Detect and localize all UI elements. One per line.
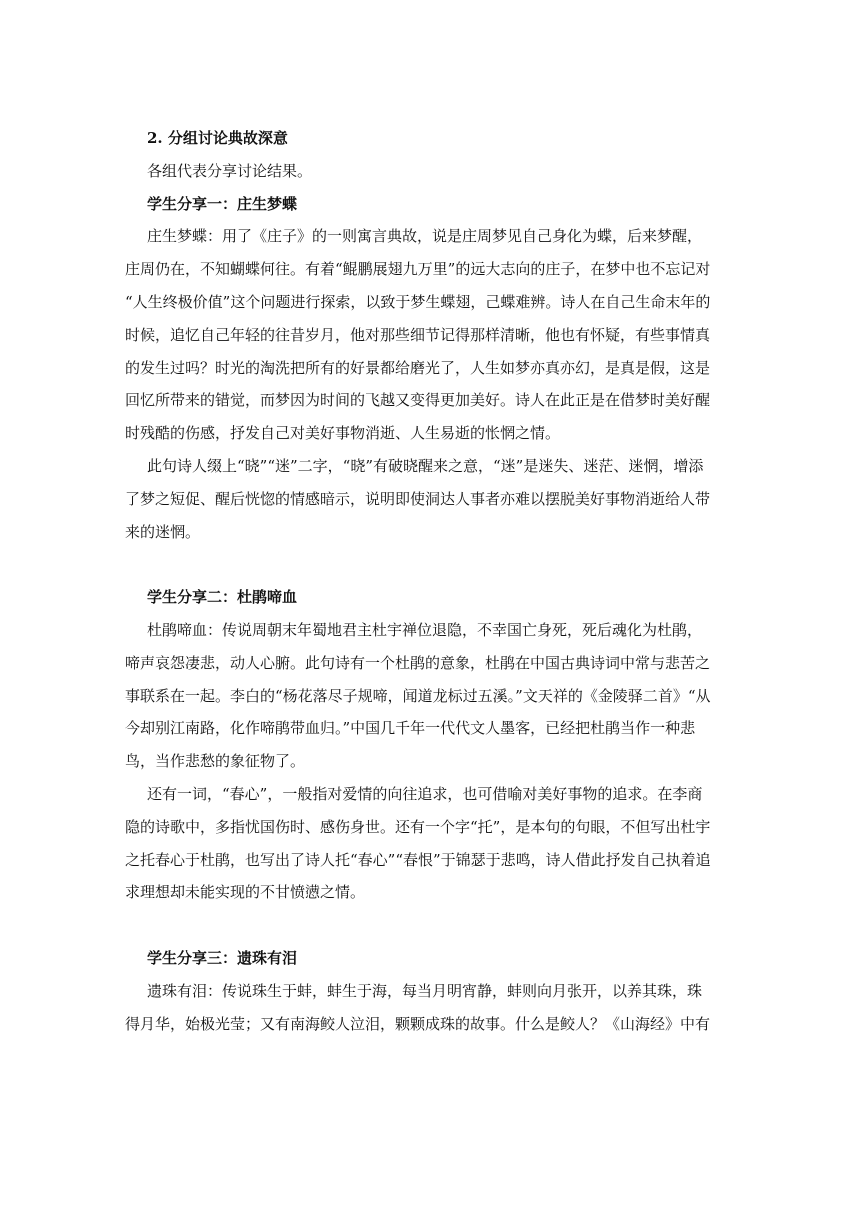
text-line: 今却别江南路，化作啼鹃带血归。”中国几千年一代代文人墨客，已经把杜鹃当作一种悲 <box>125 719 696 738</box>
text-line: 啼声哀怨凄悲，动人心腑。此句诗有一个杜鹃的意象，杜鹃在中国古典诗词中常与悲苦之 <box>125 653 711 672</box>
text-line: 还有一词，“春心”，一般指对爱情的向往追求，也可借喻对美好事物的追求。在李商 <box>147 784 703 803</box>
text-line: 时残酷的伤感，抒发自己对美好事物消逝、人生易逝的怅惘之情。 <box>125 424 561 443</box>
text-line: 回忆所带来的错觉，而梦因为时间的飞越又变得更加美好。诗人在此正是在借梦时美好醒 <box>125 391 711 410</box>
text-line: 来的迷惘。 <box>125 522 201 541</box>
share-heading-1: 学生分享一：庄生梦蝶 <box>147 194 298 213</box>
text-line: 杜鹃啼血：传说周朝末年蜀地君主杜宇禅位退隐，不幸国亡身死，死后魂化为杜鹃， <box>147 620 703 639</box>
share-3-paragraph-1 <box>125 975 740 1041</box>
text-line: 鸟，当作悲愁的象征物了。 <box>125 752 306 771</box>
text-line: 事联系在一起。李白的“杨花落尽子规啼，闻道龙标过五溪。”文天祥的《金陵驿二首》“从 <box>125 686 711 705</box>
intro-text: 各组代表分享讨论结果。 <box>147 161 313 180</box>
text-line: “人生终极价值”这个问题进行探索，以致于梦生蝶翅，己蝶难辨。诗人在自己生命末年的 <box>125 292 711 311</box>
text-line: 求理想却未能实现的不甘愤懑之情。 <box>125 883 366 902</box>
share-2-paragraph-1 <box>125 614 740 778</box>
text-line: 此句诗人缀上“晓”“迷”二字，“晓”有破晓醒来之意，“迷”是迷失、迷茫、迷惘，增添 <box>147 456 704 475</box>
text-line: 时候，追忆自己年轻的往昔岁月，他对那些细节记得那样清晰，他也有怀疑，有些事情真 <box>125 325 711 344</box>
share-1-paragraph-1 <box>125 220 740 450</box>
share-2-paragraph-2 <box>125 778 740 909</box>
text-line: 得月华，始极光莹；又有南海鲛人泣泪，颗颗成珠的故事。什么是鲛人？《山海经》中有 <box>125 1014 711 1033</box>
share-heading-3: 学生分享三：遗珠有泪 <box>147 948 298 967</box>
blank-line <box>125 548 740 581</box>
text-line: 之托春心于杜鹃，也写出了诗人托“春心”“春恨”于锦瑟于悲鸣，诗人借此抒发自己执着追 <box>125 850 711 869</box>
document-page <box>125 122 740 1040</box>
blank-line <box>125 909 740 942</box>
text-line: 庄周仍在，不知蝴蝶何往。有着“鲲鹏展翅九万里”的远大志向的庄子，在梦中也不忘记对 <box>125 260 711 279</box>
text-line: 的发生过吗？时光的淘洗把所有的好景都给磨光了，人生如梦亦真亦幻，是真是假，这是 <box>125 358 711 377</box>
share-heading-2: 学生分享二：杜鹃啼血 <box>147 588 298 607</box>
text-line: 了梦之短促、醒后恍惚的情感暗示，说明即使洞达人事者亦难以摆脱美好事物消逝给人带 <box>125 489 711 508</box>
text-line: 庄生梦蝶：用了《庄子》的一则寓言典故，说是庄周梦见自己身化为蝶，后来梦醒， <box>147 227 703 246</box>
text-line: 遗珠有泪：传说珠生于蚌，蚌生于海，每当月明宵静，蚌则向月张开，以养其珠，珠 <box>147 981 703 1000</box>
section-title: 2. 分组讨论典故深意 <box>147 129 288 147</box>
share-1-paragraph-2 <box>125 450 740 548</box>
text-line: 隐的诗歌中，多指忧国伤时、感伤身世。还有一个字“托”，是本句的句眼，不但写出杜宇 <box>125 817 711 836</box>
